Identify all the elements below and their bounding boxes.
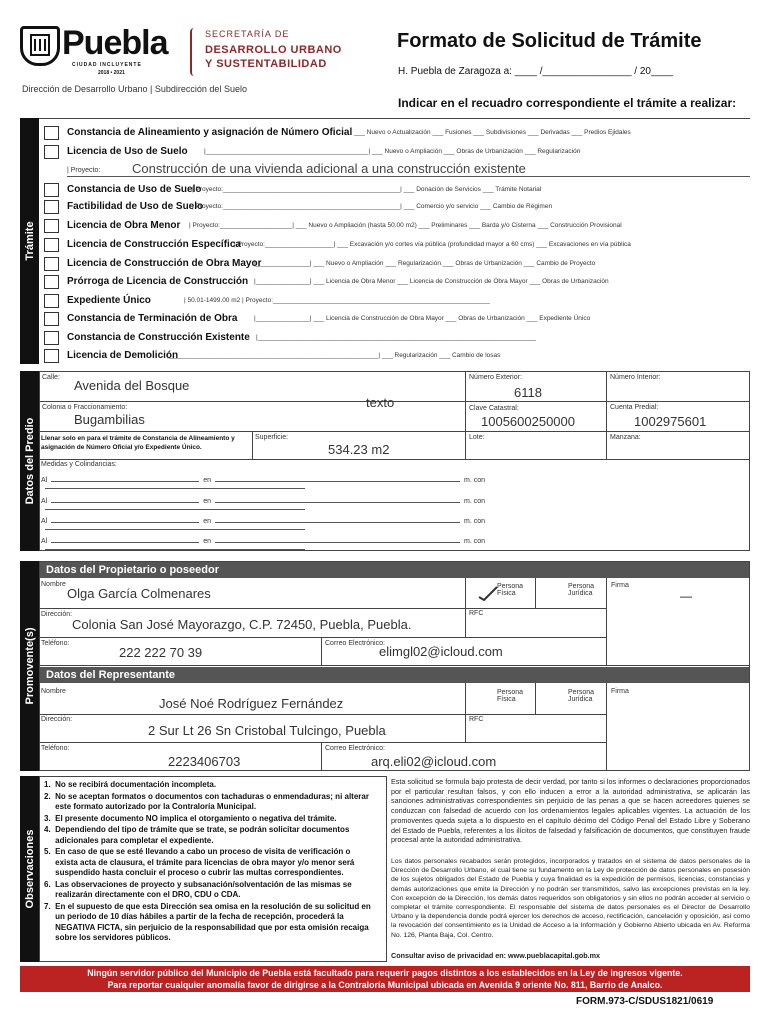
footer-line2: Para reportar cualquier anomalía favor de dirigirse a la Contraloría Municipal ubicada en Avenida 9 oriente No. 811, Barrio de Analco. bbox=[107, 980, 663, 990]
secretaria-line3: Y SUSTENTABILIDAD bbox=[205, 58, 327, 70]
rep-correo-label: Correo Electrónico: bbox=[325, 745, 385, 752]
owner-rfc-label: RFC bbox=[469, 610, 484, 617]
al-label: Al bbox=[41, 518, 48, 525]
shield-icon bbox=[23, 29, 57, 63]
tramite-options[interactable]: | Proyecto:_________________________________________________| ___ Comercio y/o servicio ___ Cambio de Régimen bbox=[192, 203, 553, 210]
secretaria-line1: SECRETARÍA DE bbox=[205, 29, 290, 39]
superficie-field[interactable]: 534.23 m2 bbox=[328, 442, 390, 457]
colindancia-row[interactable] bbox=[41, 477, 746, 491]
tramite-row[interactable] bbox=[44, 329, 748, 347]
owner-nombre-label: Nombre bbox=[41, 581, 66, 588]
tramite-label: Factibilidad de Uso de Suelo bbox=[67, 201, 204, 212]
tramite-label: Licencia de Construcción de Obra Mayor bbox=[67, 258, 262, 269]
tramite-label: Licencia de Construcción Específica bbox=[67, 239, 241, 250]
tramite-row[interactable] bbox=[44, 236, 748, 254]
tramite-side-label: Trámite bbox=[20, 118, 39, 364]
rep-juridica[interactable]: Persona Jurídica bbox=[568, 689, 595, 703]
tramite-checkbox[interactable] bbox=[44, 126, 59, 140]
logo bbox=[20, 26, 60, 66]
observaciones-side-label: Observaciones bbox=[20, 776, 39, 962]
observacion-item: 7. En el supuesto de que esta Dirección sea omisa en la resolución de su solicitud en un periodo de 10 días hábiles a partir de la fecha de recepción, procederá la NEGATIVA FICTA, sin perjuicio de la responsabilidad que por esta omisión recaiga sobre los servidores públicos. bbox=[44, 901, 371, 942]
owner-telefono-label: Teléfono: bbox=[41, 640, 70, 647]
tramite-row[interactable] bbox=[44, 124, 748, 142]
en-label: en bbox=[203, 538, 212, 545]
secretaria-line2: DESARROLLO URBANO bbox=[205, 44, 342, 56]
tramite-checkbox[interactable] bbox=[44, 275, 59, 289]
tramite-row[interactable] bbox=[44, 198, 748, 216]
owner-correo-label: Correo Electrónico: bbox=[325, 640, 385, 647]
superficie-label: Superficie: bbox=[255, 434, 289, 441]
al-label: Al bbox=[41, 538, 48, 545]
mcon-line[interactable] bbox=[45, 488, 305, 489]
predio-side-label: Datos del Predio bbox=[20, 371, 39, 551]
footer-line1: Ningún servidor público del Municipio de Puebla está facultado para requerir pagos distintos a los establecidos en la Ley de ingresos vigente. bbox=[87, 968, 683, 978]
date-line: H. Puebla de Zaragoza a: ____ /________________ / 20____ bbox=[398, 66, 674, 77]
rep-name-field[interactable]: José Noé Rodríguez Fernández bbox=[159, 696, 344, 711]
observacion-item: 1. No se recibirá documentación incompleta. bbox=[44, 780, 217, 789]
instruction: Indicar en el recuadro correspondiente el trámite a realizar: bbox=[398, 96, 737, 110]
promovente-side-label: Promovente(s) bbox=[20, 561, 39, 771]
form-code: FORM.973-C/SDUS1821/0619 bbox=[576, 996, 714, 1007]
tramite-row[interactable] bbox=[44, 217, 748, 235]
privacy-link[interactable]: Consultar aviso de privacidad en: www.pueblacapital.gob.mx bbox=[391, 951, 601, 960]
tramite-checkbox[interactable] bbox=[44, 312, 59, 326]
cuenta-label: Cuenta Predial: bbox=[610, 404, 659, 411]
mcon-line[interactable] bbox=[45, 509, 305, 510]
tramite-checkbox[interactable] bbox=[44, 294, 59, 308]
colonia-label: Colonia o Fraccionamiento: bbox=[42, 404, 128, 411]
tramite-options[interactable]: |_______________| ___ Licencia de Construcción de Obra Mayor ___ Obras de Urbanización ___ Expediente Único bbox=[254, 315, 591, 322]
owner-fisica[interactable]: Persona Física bbox=[497, 583, 524, 597]
calle-field[interactable]: Avenida del Bosque bbox=[74, 378, 190, 393]
mcon-line[interactable] bbox=[45, 529, 305, 530]
owner-firma: Firma bbox=[611, 582, 629, 589]
tramite-checkbox[interactable] bbox=[44, 183, 59, 197]
tramite-row[interactable] bbox=[44, 181, 748, 199]
tramite-row[interactable] bbox=[44, 310, 748, 328]
check-icon bbox=[478, 585, 498, 601]
tramite-label: Licencia de Demolición bbox=[67, 350, 179, 361]
colindancia-row[interactable] bbox=[41, 498, 746, 512]
tramite-options[interactable]: | Proyecto:_________________________________________________| ___ Donación de Servicios ___ Trámite Notarial bbox=[192, 186, 542, 193]
tramite-options[interactable]: | 50.01-1499.00 m2 | Proyecto:____________________________________________________________ bbox=[184, 297, 490, 304]
tramite-options[interactable]: |_______________| ___ Nuevo o Ampliación ___ Regularización ___ Obras de Urbanización ___ Cambio de Proyecto bbox=[254, 260, 596, 267]
calle-label: Calle: bbox=[42, 374, 60, 381]
tramite-row[interactable] bbox=[44, 273, 748, 291]
tramite-options[interactable]: |_______________| ___ Licencia de Obra Menor ___ Licencia de Construcción de Obra Mayor ___ Obras de Urbanización bbox=[254, 278, 609, 285]
logo-wordmark: Puebla bbox=[62, 24, 168, 62]
mcon-label: m. con bbox=[464, 538, 486, 545]
observacion-item: 4. Dependiendo del tipo de trámite que se trate, se podrán solicitar documentos adicionales para completar el expediente. bbox=[44, 825, 350, 845]
owner-direccion-label: Dirección: bbox=[41, 611, 73, 618]
observaciones-list bbox=[44, 780, 384, 945]
tramite-checkbox[interactable] bbox=[44, 349, 59, 363]
observacion-item: 5. En caso de que se esté llevando a cabo un proceso de visita de verificación o exista acta de clausura, el trámite para licencias de obra mayor y/o menor será suspendido hasta concluir el proceso o cubrir las multas correspondientes. bbox=[44, 847, 355, 877]
mcon-label: m. con bbox=[464, 477, 486, 484]
tramite-options[interactable]: | Proyecto:___________________| ___ Excavación y/o cortes vía pública (profundidad mayor a 60 cms) ___ Excavaciones en vía pública bbox=[234, 241, 631, 248]
rep-header: Datos del Representante bbox=[40, 667, 749, 683]
tramite-checkbox[interactable] bbox=[44, 331, 59, 345]
tramite-options[interactable]: |_____________________________________________________________________________ bbox=[256, 334, 537, 341]
owner-header: Datos del Propietario o poseedor bbox=[40, 562, 749, 578]
tramite-checkbox[interactable] bbox=[44, 200, 59, 214]
al-line[interactable] bbox=[51, 481, 199, 482]
proyecto-row bbox=[67, 161, 750, 177]
manzana-label: Manzana: bbox=[610, 434, 641, 441]
en-label: en bbox=[203, 477, 212, 484]
num-ext-label: Número Exterior: bbox=[469, 374, 522, 381]
clave-field[interactable]: 1005600250000 bbox=[481, 414, 575, 429]
observacion-item: 3. El presente documento NO implica el otorgamiento o negativa del trámite. bbox=[44, 813, 337, 823]
tramite-checkbox[interactable] bbox=[44, 219, 59, 233]
en-line[interactable] bbox=[215, 522, 460, 523]
signature-mark: — bbox=[680, 589, 692, 603]
en-line[interactable] bbox=[215, 542, 460, 543]
tramite-label: Constancia de Construcción Existente bbox=[67, 332, 250, 343]
tramite-label: Licencia de Uso de Suelo bbox=[67, 146, 188, 157]
num-int-label: Número Interior: bbox=[610, 374, 661, 381]
num-ext-field[interactable]: 6118 bbox=[514, 385, 542, 400]
colindancia-row[interactable] bbox=[41, 518, 746, 532]
proyecto-label: | Proyecto: bbox=[67, 167, 101, 174]
rep-direccion-label: Dirección: bbox=[41, 716, 73, 723]
tramite-options[interactable]: |__________________________________________________________| ___ Regularización ___ Cambio de losas bbox=[167, 352, 501, 359]
legal-text-2: Los datos personales recabados serán protegidos, incorporados y tratados en el sistema de datos personales de la Dirección de Desarrollo Urbano, el cual tiene su fundamento en la Ley de protección de datos personales en posesión de los sujetos obligados del Estado de Puebla y cuya finalidad es la expedición de permisos, licencias, constancias y demás autorizaciones que emite la Dirección y no podrán ser transmitidos, salvo las excepciones previstas en la ley. Con excepción de la Dirección, los demás datos requeridos son obligatorios y sin ellos no podrán acceder al servicio o completar el trámite correspondiente. El responsable del sistema de datos personales es el Director de Desarrollo Urbano y la dependencia donde podrá ejercer los derechos de acceso, rectificación, cancelación y oposición, así como la revocación del consentimiento es la Unidad de Acceso a la Información y Gobierno Abierto ubicada en Av. Reforma No. 126, Planta Baja, Col. Centro. bbox=[391, 858, 750, 939]
colindancia-row[interactable] bbox=[41, 538, 746, 552]
mcon-label: m. con bbox=[464, 518, 486, 525]
texto-annotation: texto bbox=[366, 395, 395, 410]
al-line[interactable] bbox=[51, 542, 199, 543]
observacion-item: 6. Las observaciones de proyecto y subsanación/solventación de las mismas se realizarán directamente con el DRO, CDU o CDA. bbox=[44, 879, 352, 899]
tramite-row[interactable] bbox=[44, 347, 748, 365]
rep-address-field[interactable]: 2 Sur Lt 26 Sn Cristobal Tulcingo, Puebla bbox=[148, 723, 386, 738]
al-line[interactable] bbox=[51, 522, 199, 523]
tramite-row[interactable] bbox=[44, 292, 748, 310]
tramite-options[interactable]: ___ Nuevo o Actualización ___ Fusiones ___ Subdivisiones ___ Derivadas ___ Predios Ejidales bbox=[354, 129, 631, 136]
footer-banner bbox=[20, 966, 750, 992]
tramite-label: Expediente Único bbox=[67, 295, 151, 306]
divider bbox=[190, 28, 198, 76]
owner-address-field[interactable]: Colonia San José Mayorazgo, C.P. 72450, Puebla, Puebla. bbox=[72, 617, 412, 632]
tramite-options[interactable]: |_____________________________________________| ___ Nuevo o Ampliación ___ Obras de Urbanización ___ Regularización bbox=[204, 148, 581, 155]
page-title: Formato de Solicitud de Trámite bbox=[397, 30, 702, 52]
logo-subtitle: CIUDAD INCLUYENTE bbox=[72, 62, 142, 68]
owner-name-field[interactable]: Olga García Colmenares bbox=[67, 586, 211, 601]
tramite-checkbox[interactable] bbox=[44, 145, 59, 159]
medidas-label: Medidas y Colindancias: bbox=[41, 461, 117, 468]
cuenta-field[interactable]: 1002975601 bbox=[634, 414, 707, 429]
al-label: Al bbox=[41, 498, 48, 505]
rep-telefono-label: Teléfono: bbox=[41, 745, 70, 752]
en-line[interactable] bbox=[215, 481, 460, 482]
tramite-options[interactable]: | Proyecto:____________________| ___ Nuevo o Ampliación (hasta 50.00 m2) ___ Preliminares ___ Barda y/o Cisterna ___ Construcción Provisional bbox=[189, 222, 622, 229]
rep-firma: Firma bbox=[611, 688, 629, 695]
tramite-checkbox[interactable] bbox=[44, 257, 59, 271]
clave-label: Clave Catastral: bbox=[469, 405, 519, 412]
en-line[interactable] bbox=[215, 502, 460, 503]
observacion-item: 2. No se aceptan formatos o documentos con tachaduras o enmendaduras; ni alterar este formato autorizado por la Contraloría Municipal. bbox=[44, 791, 369, 811]
mcon-line[interactable] bbox=[45, 549, 305, 550]
tramite-label: Constancia de Uso de Suelo bbox=[67, 184, 202, 195]
tramite-label: Prórroga de Licencia de Construcción bbox=[67, 276, 249, 287]
legal-text-1: Esta solicitud se formula bajo protesta de decir verdad, por tanto si los informes o declaraciones proporcionados por el particular resultan falsos, y con ello inducen a error a la autoridad administrativa, se aplicarán las sanciones administrativas correspondientes sin perjuicio de las penas a que se hacen acreedores quienes se conduzcan con falsedad de acuerdo con los ordenamientos legales aplicables vigentes. La actuación de los promoventes queda sujeta a lo dispuesto en el capítulo décimo del Código Penal del Estado Libre y Soberano del Estado de Puebla, referentes a los ilícitos de falsedad y falsificación de documentos, que constituyen fraude procesal ante la autoridad administrativa. bbox=[391, 777, 750, 845]
predio-note: Llenar solo en para el trámite de Constancia de Alineamiento y asignación de Número Oficial y/o Expediente Único. bbox=[41, 435, 235, 451]
owner-email-field[interactable]: elimgl02@icloud.com bbox=[379, 644, 503, 659]
rep-email-field[interactable]: arq.eli02@icloud.com bbox=[371, 754, 497, 769]
rep-rfc-label: RFC bbox=[469, 716, 484, 723]
al-line[interactable] bbox=[51, 502, 199, 503]
colonia-field[interactable]: Bugambilias bbox=[74, 412, 145, 427]
en-label: en bbox=[203, 498, 212, 505]
tramite-label: Constancia de Alineamiento y asignación de Número Oficial bbox=[67, 127, 353, 138]
tramite-label: Licencia de Obra Menor bbox=[67, 220, 181, 231]
al-label: Al bbox=[41, 477, 48, 484]
owner-juridica[interactable]: Persona Jurídica bbox=[568, 583, 595, 597]
owner-phone-field[interactable]: 222 222 70 39 bbox=[119, 645, 203, 660]
tramite-row[interactable] bbox=[44, 143, 748, 161]
rep-nombre-label: Nombre bbox=[41, 688, 66, 695]
tramite-checkbox[interactable] bbox=[44, 238, 59, 252]
lote-label: Lote: bbox=[469, 434, 485, 441]
en-label: en bbox=[203, 518, 212, 525]
proyecto-value[interactable]: Construcción de una vivienda adicional a una construcción existente bbox=[132, 161, 526, 176]
logo-years: 2018 • 2021 bbox=[98, 70, 125, 76]
rep-phone-field[interactable]: 2223406703 bbox=[168, 754, 241, 769]
tramite-row[interactable] bbox=[44, 255, 748, 273]
rep-fisica[interactable]: Persona Física bbox=[497, 689, 524, 703]
tramite-label: Constancia de Terminación de Obra bbox=[67, 313, 238, 324]
direction-label: Dirección de Desarrollo Urbano | Subdirección del Suelo bbox=[22, 84, 247, 94]
mcon-label: m. con bbox=[464, 498, 486, 505]
